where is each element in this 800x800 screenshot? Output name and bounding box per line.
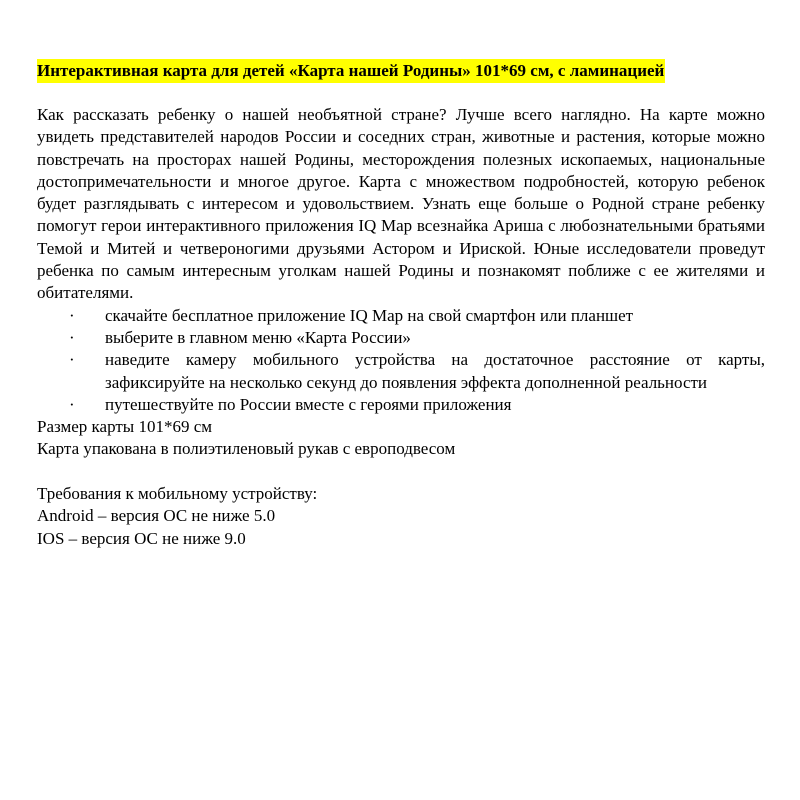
list-item bbox=[37, 327, 765, 349]
bullet-marker: · bbox=[69, 394, 75, 414]
page-title bbox=[37, 59, 765, 83]
highlighted-title-text: Интерактивная карта для детей «Карта нашей Родины» 101*69 см, с ламинацией bbox=[37, 59, 665, 83]
list-item-text: наведите камеру мобильного устройства на достаточное расстояние от карты, зафиксируйте на несколько секунд до появления эффекта дополненной реальности bbox=[105, 350, 765, 392]
list-item-text: выберите в главном меню «Карта России» bbox=[105, 327, 411, 347]
requirement-ios: IOS – версия ОС не ниже 9.0 bbox=[37, 528, 246, 548]
list-item bbox=[37, 305, 765, 327]
list-item bbox=[37, 349, 765, 394]
bullet-marker: · bbox=[69, 350, 75, 370]
requirements-heading: Требования к мобильному устройству: bbox=[37, 484, 318, 504]
requirement-android: Android – версия ОС не ниже 5.0 bbox=[37, 506, 276, 526]
list-item-text: скачайте бесплатное приложение IQ Map на свой смартфон или планшет bbox=[105, 305, 634, 325]
list-item bbox=[37, 394, 765, 416]
bullet-marker: · bbox=[69, 327, 75, 347]
packaging-line: Карта упакована в полиэтиленовый рукав с европодвесом bbox=[37, 439, 456, 459]
description-paragraph: Как рассказать ребенку о нашей необъятной стране? Лучше всего наглядно. На карте можно увидеть представителей народов России и соседних стран, животные и растения, которые можно повстречать на просторах нашей Родины, месторождения полезных ископаемых, национальные достопримечательности и многое другое. Карта с множеством подробностей, которую ребенок будет разглядывать с интересом и удовольствием. Узнать еще больше о Родной стране ребенку помогут герои интерактивного приложения IQ Map всезнайка Ариша с любознательными братьями Темой и Митей и четвероногими друзьями Астором и Ириской. Юные исследователи проведут ребенка по самым интересным уголкам нашей Родины и познакомят поближе с ее жителями и обитателями. bbox=[37, 105, 765, 303]
map-size-line: Размер карты 101*69 см bbox=[37, 417, 213, 437]
requirements-section bbox=[37, 483, 765, 550]
list-item-text: путешествуйте по России вместе с героями приложения bbox=[105, 394, 512, 414]
bullet-marker: · bbox=[69, 305, 75, 325]
instructions-list bbox=[37, 305, 765, 416]
